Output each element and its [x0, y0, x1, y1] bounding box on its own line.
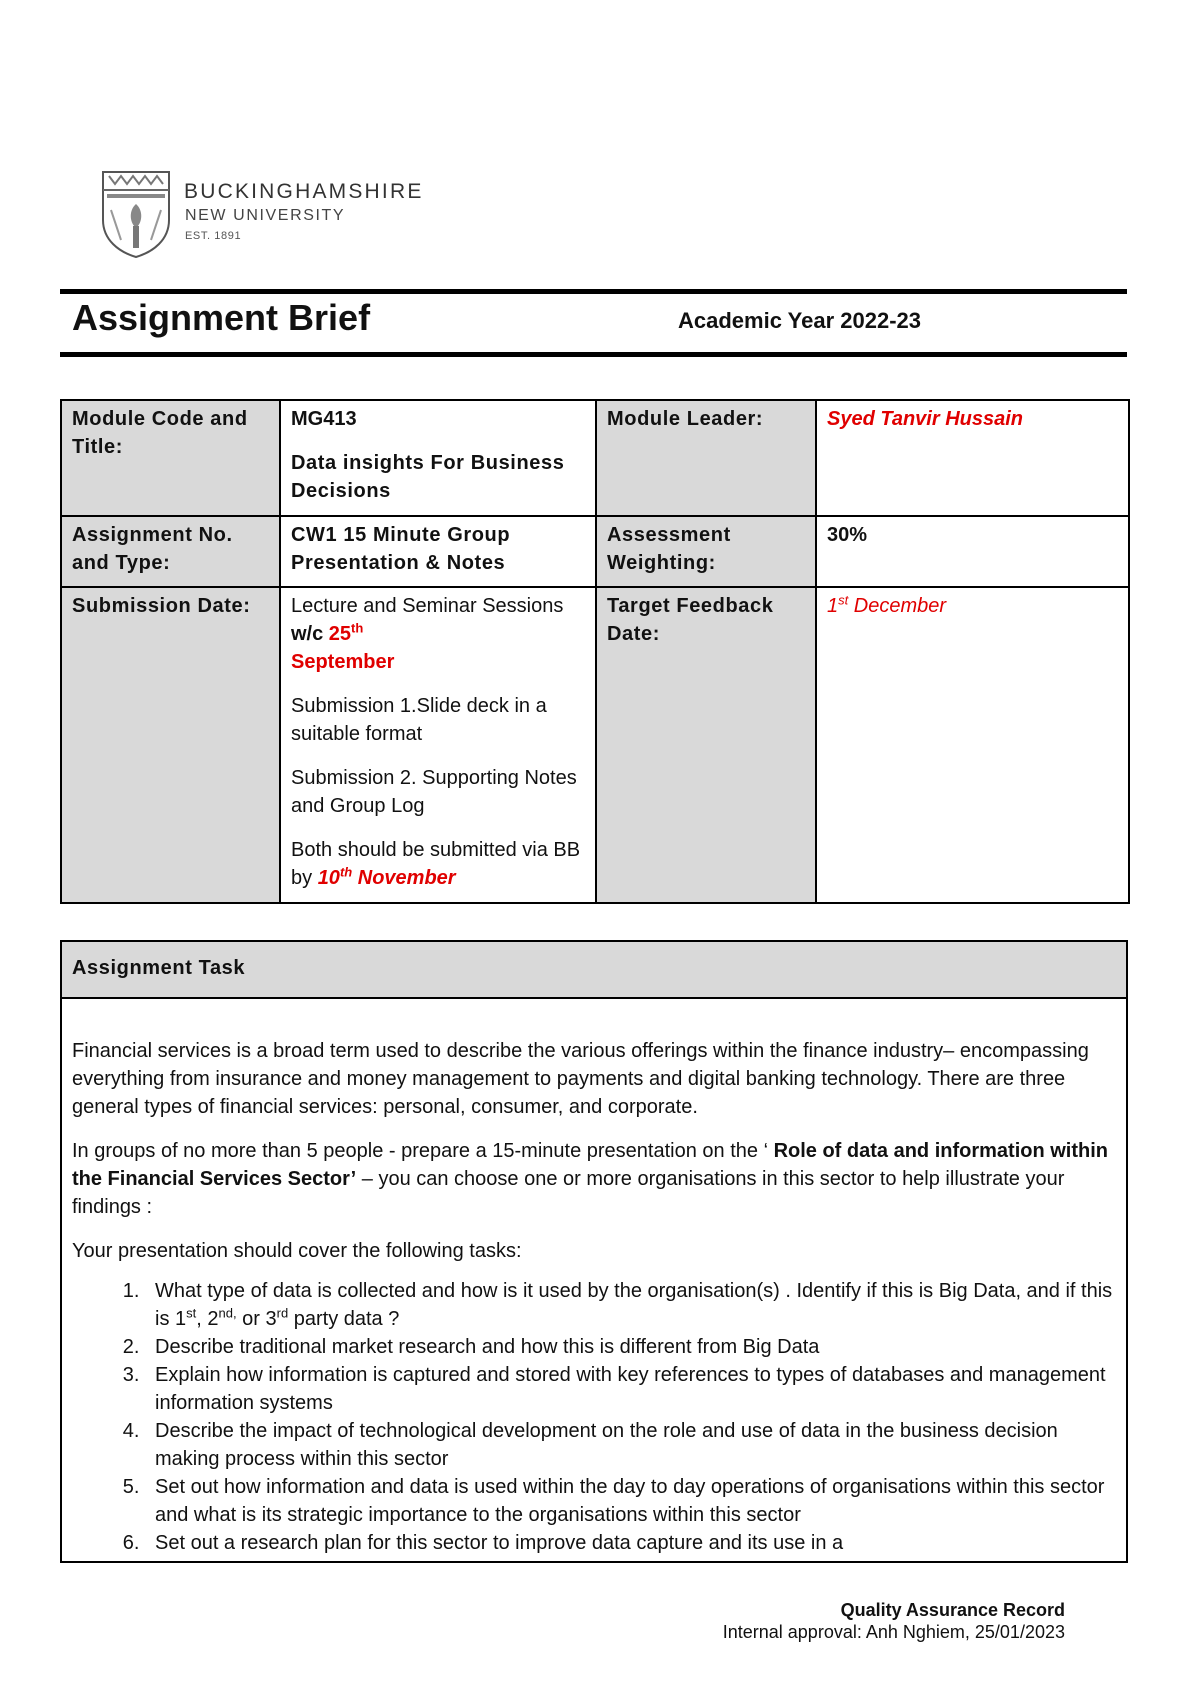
task-groups: In groups of no more than 5 people - prepare a 15-minute presentation on the ‘ Role of data and information within the Financial Services Sector’ – you can choose one or more organisations in this sector to help illustrate your findings :: [72, 1140, 1109, 1218]
submission-deadline: Both should be submitted via BB by 10th November: [291, 839, 581, 889]
university-name-line1: BUCKINGHAMSHIRE: [184, 180, 424, 203]
module-leader-cell: [816, 400, 1129, 516]
list-item: 4. Describe the impact of technological development on the role and use of data in the business decision making process within this sector: [145, 1417, 1114, 1473]
crest-icon: [101, 170, 171, 258]
title-row: [60, 292, 1127, 352]
table-row: [61, 516, 1129, 587]
lecture-sessions: Lecture and Seminar Sessions w/c 25th September: [291, 595, 564, 673]
submission-2: Submission 2. Supporting Notes and Group Log: [291, 767, 577, 817]
list-item: 1. What type of data is collected and how is it used by the organisation(s) . Identify if this is Big Data, and if this is 1st, $2^{nd,}$ or 3rd party data ?: [145, 1277, 1114, 1333]
page-title: Assignment Brief: [72, 297, 371, 338]
feedback-date-label: Target Feedback Date:: [596, 587, 816, 903]
established-year: EST. 1891: [185, 230, 242, 242]
assignment-task-heading: Assignment Task: [62, 942, 1126, 999]
module-code-label: Module Code and Title:: [61, 400, 280, 516]
qa-approval: Internal approval: Anh Nghiem, 25/01/2023: [722, 1622, 1065, 1642]
module-code: MG413: [291, 408, 357, 430]
submission-date-cell: [280, 587, 596, 903]
university-name-line2: NEW UNIVERSITY: [185, 207, 346, 224]
list-item: 6. Set out a research plan for this sector to improve data capture and its use in a: [145, 1529, 1114, 1557]
qa-heading: Quality Assurance Record: [840, 1600, 1065, 1620]
module-code-cell: [280, 400, 596, 516]
assignment-label: Assignment No. and Type:: [61, 516, 280, 587]
assignment-info-table: [60, 399, 1130, 904]
quality-assurance-record: [723, 1599, 1065, 1643]
university-logo: [101, 170, 441, 258]
academic-year: Academic Year 2022-23: [678, 308, 921, 333]
list-item: 2. Describe traditional market research and how this is different from Big Data: [145, 1333, 1114, 1361]
assignment-type: CW1 15 Minute Group Presentation & Notes: [280, 516, 596, 587]
assignment-task-body: [62, 999, 1126, 1557]
task-intro: Financial services is a broad term used to describe the various offerings within the finance industry– encompassing everything from insurance and money management to payments and digital banking technology. There are three general types of financial services: personal, consumer, and corporate.: [72, 1040, 1089, 1118]
table-row: [61, 400, 1129, 516]
feedback-date-cell: 1st December: [816, 587, 1129, 903]
table-row: [61, 587, 1129, 903]
task-list: [72, 1277, 1114, 1557]
submission-1: Submission 1.Slide deck in a suitable format: [291, 695, 547, 745]
assignment-task-box: [60, 940, 1128, 1563]
task-cover-line: Your presentation should cover the following tasks:: [72, 1240, 522, 1262]
weighting-label: Assessment Weighting:: [596, 516, 816, 587]
module-leader-label: Module Leader:: [596, 400, 816, 516]
bottom-rule: [60, 352, 1127, 357]
module-leader: Syed Tanvir Hussain: [827, 408, 1023, 430]
submission-date-label: Submission Date:: [61, 587, 280, 903]
module-title: Data insights For Business Decisions: [291, 452, 565, 502]
list-item: 3. Explain how information is captured and stored with key references to types of databases and management information systems: [145, 1361, 1114, 1417]
list-item: 5. Set out how information and data is used within the day to day operations of organisations within this sector and what is its strategic importance to the organisations within this sector: [145, 1473, 1114, 1529]
weighting-value: 30%: [816, 516, 1129, 587]
